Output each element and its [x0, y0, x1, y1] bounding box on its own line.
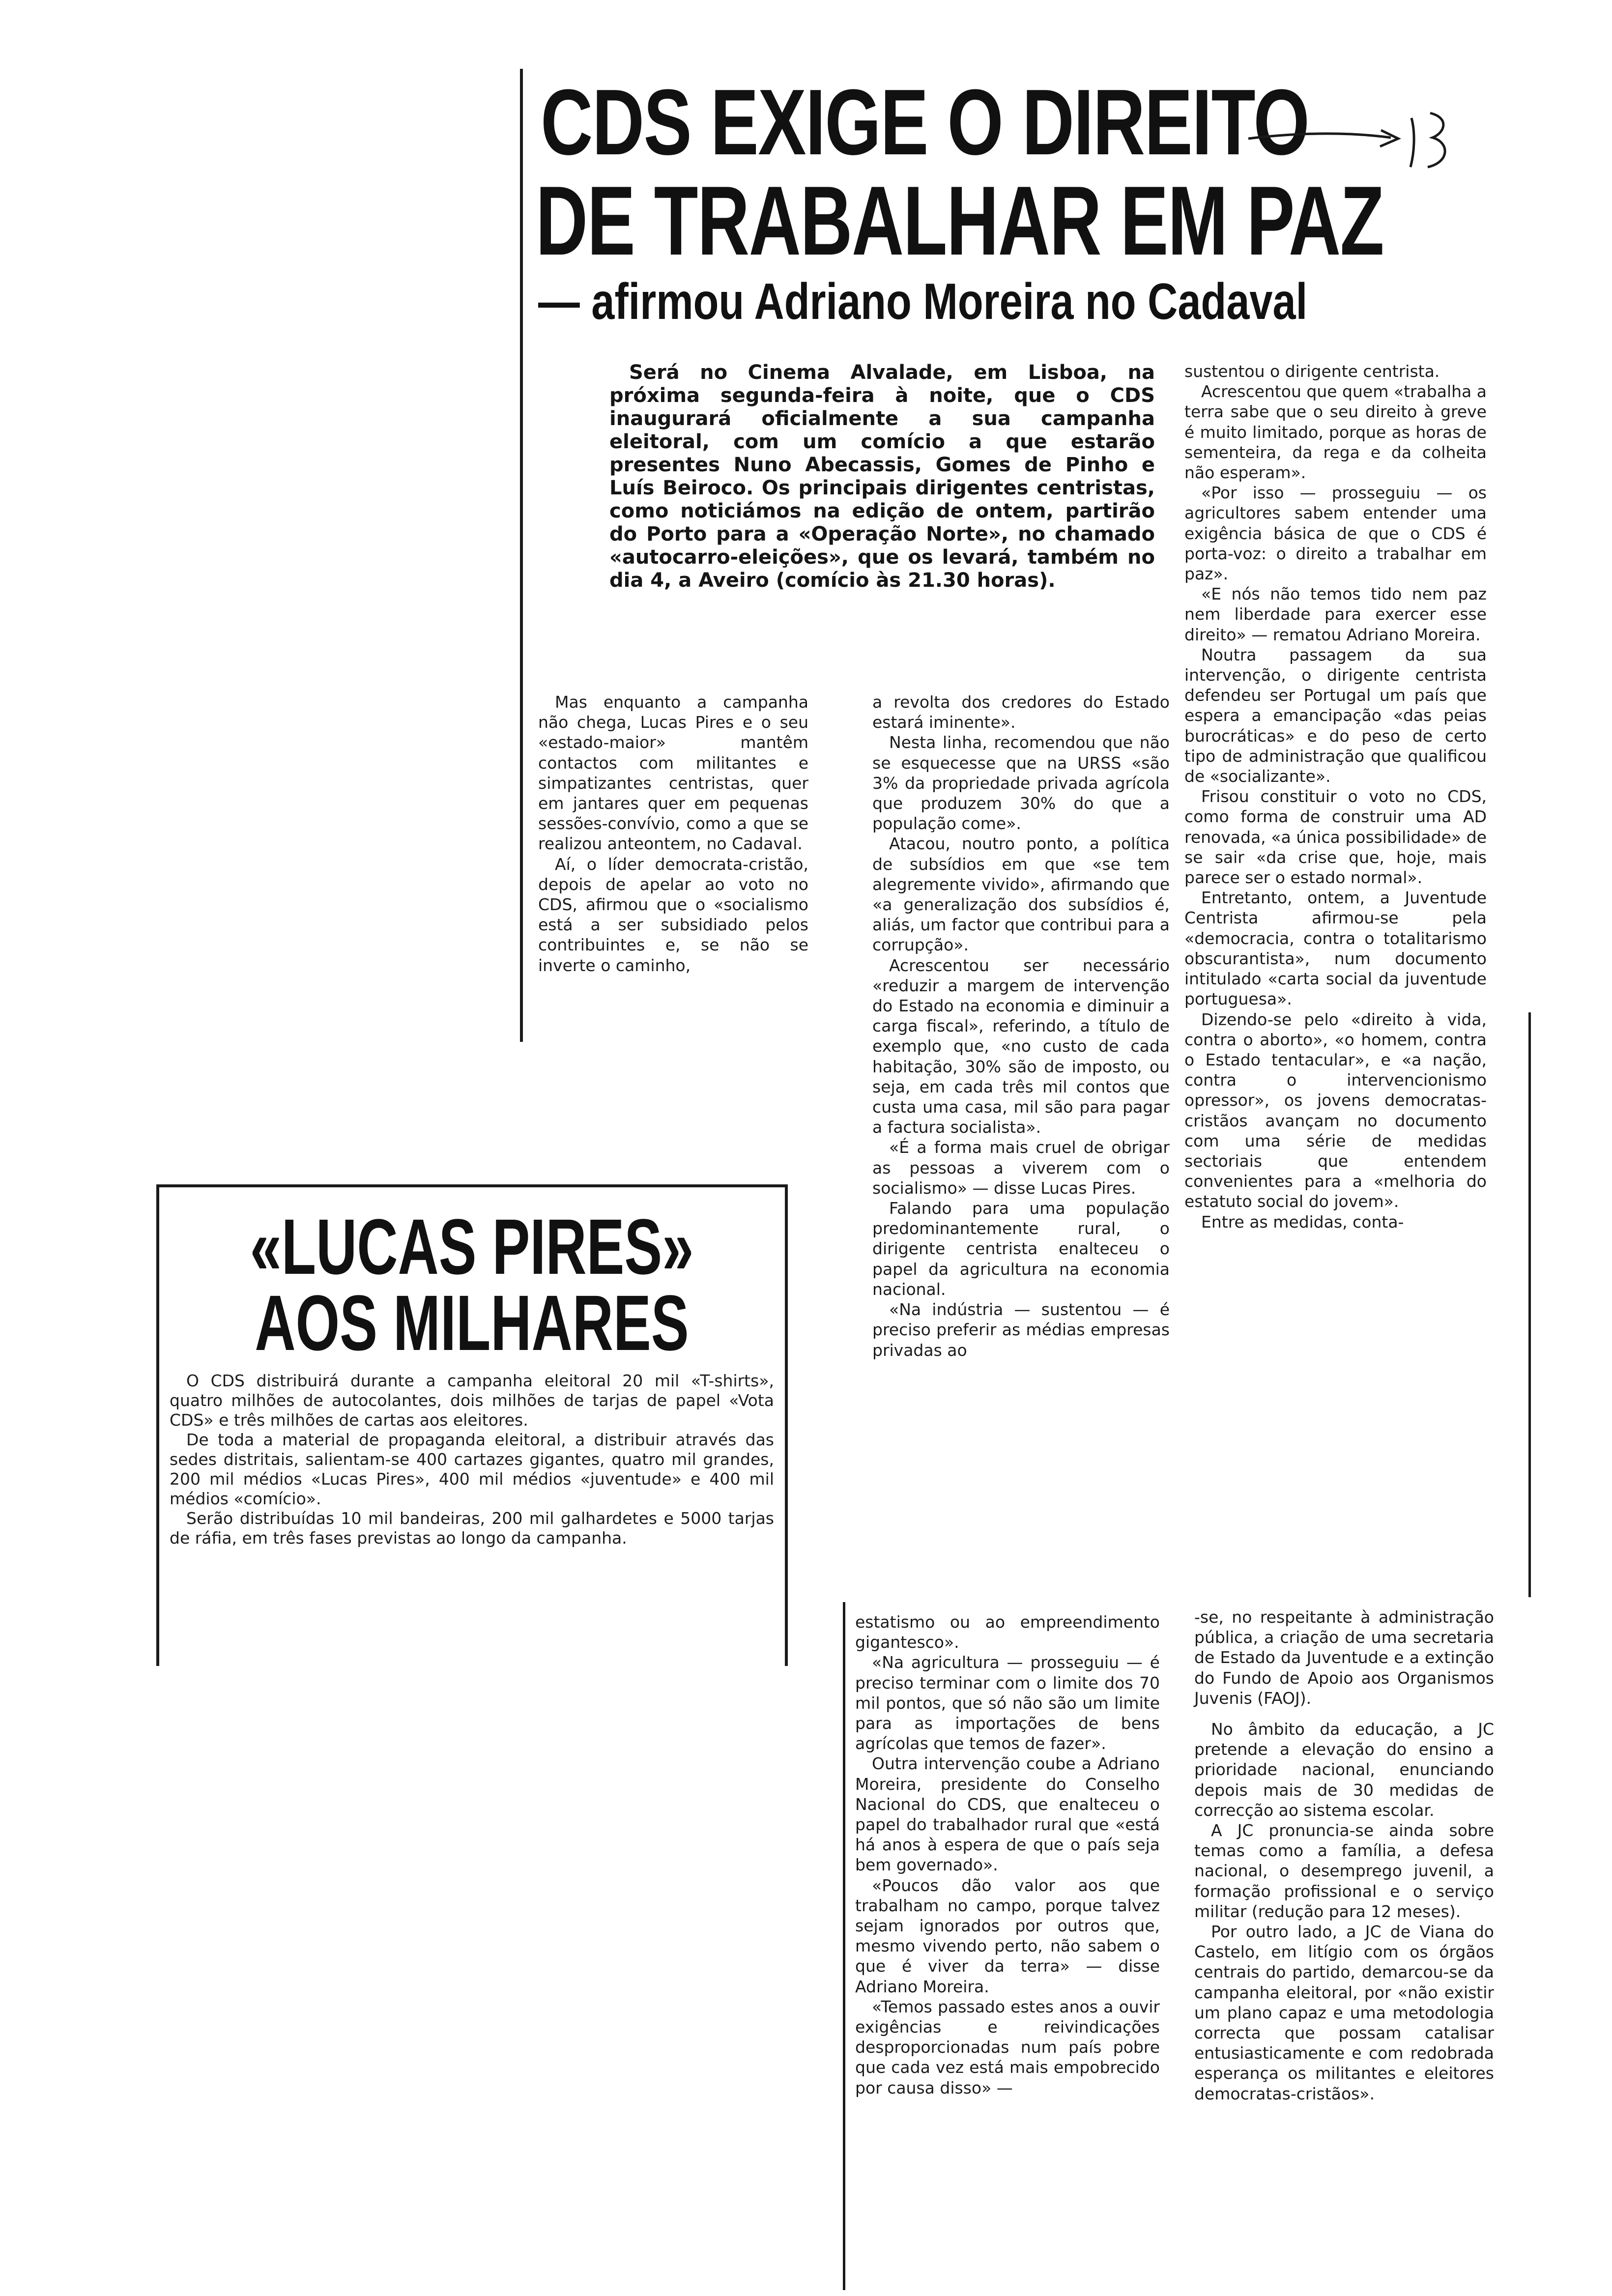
col3-paragraph: «Por isso — prosseguiu — os agricultores sabem entender uma exigência básica de que o CDS é porta-voz: o direito a trabalhar em paz».: [1184, 483, 1487, 584]
col2-paragraph: «É a forma mais cruel de obrigar as pessoas a viverem com o socialismo» — disse Lucas Pires.: [872, 1138, 1170, 1198]
col2-paragraph: Atacou, noutro ponto, a política de subsídios em que «se tem alegremente vivido», afirmando que «a generalização dos subsídios é, aliás, um factor que contribui para a corrupção».: [872, 834, 1170, 955]
box-right-border: [785, 1184, 788, 1666]
box-paragraph: De toda a material de propaganda eleitoral, a distribuir através das sedes distritais, salientam-se 400 cartazes gigantes, quatro mil grandes, 200 mil médios «Lucas Pires», 400 mil médios «juventude» e 400 mil médios «comício».: [170, 1430, 774, 1508]
col5-paragraph: Por outro lado, a JC de Viana do Castelo, em litígio com os órgãos centrais do partido, demarcou-se da campanha eleitoral, por «não existir um plano capaz e uma metodologia correcta que possam catalisar entusiasticamente e com redobrada esperança os militantes e eleitores democratas-cristãos».: [1194, 1922, 1494, 2103]
col4-paragraph: Outra intervenção coube a Adriano Moreira, presidente do Conselho Nacional do CDS, que enalteceu o papel do trabalhador rural que «está há anos à espera de que o país seja bem governado».: [855, 1754, 1160, 1875]
col2-paragraph: Acrescentou ser necessário «reduzir a margem de intervenção do Estado na economia e diminuir a carga fiscal», referindo, a título de exemplo que, «no custo de cada habitação, 30% são de imposto, ou seja, em cada três mil contos que custa uma casa, mil são para pagar a factura socialista».: [872, 955, 1170, 1137]
lower-left-rule: [843, 1602, 845, 2290]
col2-paragraph: Falando para uma população predominantemente rural, o dirigente centrista enalteceu o papel da agricultura na economia nacional.: [872, 1199, 1170, 1299]
column-5: [1194, 1607, 1494, 2104]
col3-paragraph: sustentou o dirigente centrista.: [1184, 362, 1440, 381]
box-paragraph: O CDS distribuirá durante a campanha eleitoral 20 mil «T-shirts», quatro milhões de autocolantes, dois milhões de tarjas de papel «Vota CDS» e três milhões de cartas aos eleitores.: [170, 1371, 774, 1430]
lead-paragraph: Será no Cinema Alvalade, em Lisboa, na próxima segunda-feira à noite, que o CDS inaugurará oficialmente a sua campanha eleitoral, com um comício a que estarão presentes Nuno Abecassis, Gomes de Pinho e Luís Beiroco. Os principais dirigentes centristas, como noticiámos na edição de ontem, partirão do Porto para a «Operação Norte», no chamado «autocarro-eleições», que os levará, também no dia 4, a Aveiro (comício às 21.30 horas).: [609, 361, 1155, 592]
column-3: [1184, 361, 1487, 1232]
col1-paragraph: Aí, o líder democrata-cristão, depois de apelar ao voto no CDS, afirmou que o «socialismo está a ser subsidiado pelos contribuintes e, se não se inverte o caminho,: [538, 854, 808, 975]
col4-paragraph: «Na agricultura — prosseguiu — é preciso terminar com o limite dos 70 mil pontos, que só não são um limite para as importações de bens agrícolas que temos de fazer».: [855, 1653, 1160, 1753]
box-top-border: [156, 1184, 788, 1187]
col3-paragraph: «E nós não temos tido nem paz nem liberdade para exercer esse direito» — rematou Adriano Moreira.: [1184, 584, 1487, 644]
col3-paragraph: Entretanto, ontem, a Juventude Centrista afirmou-se pela «democracia, contra o totalitarismo obscurantista», num documento intitulado «carta social da juventude portuguesa».: [1184, 888, 1487, 1009]
col3-paragraph: Noutra passagem da sua intervenção, o dirigente centrista defendeu ser Portugal um país que espera a emancipação «das peias burocráticas» e do peso de certo tipo de administração que qualificou de «socializante».: [1184, 645, 1487, 786]
headline-line-2: DE TRABALHAR EM PAZ: [536, 166, 1384, 276]
col4-paragraph: «Poucos dão valor aos que trabalham no campo, porque talvez sejam ignorados por outros que, mesmo vivendo perto, não sabem o que é viver da terra» — disse Adriano Moreira.: [855, 1875, 1160, 1996]
column-1: [538, 692, 808, 976]
box-paragraph: Serão distribuídas 10 mil bandeiras, 200 mil galhardetes e 5000 tarjas de ráfia, em três fases previstas ao longo da campanha.: [170, 1509, 774, 1548]
column-2: [872, 692, 1170, 1360]
col3-paragraph: Dizendo-se pelo «direito à vida, contra o aborto», «o homem, contra o Estado tentacular», e «a nação, contra o intervencionismo opressor», os jovens democratas-cristãos avançam no documento com uma série de medidas sectoriais que entendem convenientes para a «melhoria do estatuto social do jovem».: [1184, 1009, 1487, 1211]
col4-paragraph: estatismo ou ao empreendimento gigantesco».: [855, 1612, 1160, 1652]
box-title-line-1: «LUCAS PIRES»: [250, 1203, 694, 1291]
box-body: [170, 1371, 774, 1548]
col3-paragraph: Entre as medidas, conta-: [1201, 1212, 1404, 1232]
headline-left-rule: [520, 69, 523, 1042]
column-4: [855, 1612, 1160, 2098]
box-title-line-2: AOS MILHARES: [255, 1279, 689, 1367]
col1-paragraph: Mas enquanto a campanha não chega, Lucas Pires e o seu «estado-maior» mantêm contactos com militantes e simpatizantes centristas, quer em jantares quer em pequenas sessões-convívio, como a que se realizou anteontem, no Cadaval.: [538, 692, 808, 854]
col4-paragraph: «Temos passado estes anos a ouvir exigências e reivindicações desproporcionadas num país pobre que cada vez está mais empobrecido por causa disso» —: [855, 1997, 1160, 2097]
col5-paragraph: No âmbito da educação, a JC pretende a elevação do ensino a prioridade nacional, enunciando depois mais de 30 medidas de correcção ao sistema escolar.: [1194, 1720, 1494, 1820]
col2-paragraph: «Na indústria — sustentou — é preciso preferir as médias empresas privadas ao: [872, 1300, 1170, 1360]
upper-right-rule: [1528, 1012, 1531, 1597]
headline-line-1: CDS EXIGE O DIREITO: [541, 70, 1309, 174]
col5-paragraph: A JC pronuncia-se ainda sobre temas como a família, a defesa nacional, o desemprego juvenil, a formação profissional e o serviço militar (redução para 12 meses).: [1194, 1821, 1494, 1921]
col2-paragraph: a revolta dos credores do Estado estará iminente».: [872, 692, 1170, 732]
box-left-border: [156, 1184, 159, 1666]
col3-paragraph: Frisou constituir o voto no CDS, como forma de construir uma AD renovada, «a única possibilidade» de se sair «da crise que, hoje, mais parece ser o estado normal».: [1184, 787, 1487, 888]
col5-paragraph: -se, no respeitante à administração pública, a criação de uma secretaria de Estado da Juventude e a extinção do Fundo de Apoio aos Organismos Juvenis (FAOJ).: [1194, 1607, 1494, 1708]
subheadline: — afirmou Adriano Moreira no Cadaval: [538, 273, 1308, 330]
handwritten-note: [1327, 98, 1328, 99]
col2-paragraph: Nesta linha, recomendou que não se esquecesse que na URSS «são 3% da propriedade privada agrícola que produzem 30% do que a população come».: [872, 733, 1170, 833]
col3-paragraph: Acrescentou que quem «trabalha a terra sabe que o seu direito à greve é muito limitado, porque as horas de sementeira, da rega e da colheita não esperam».: [1184, 382, 1487, 483]
